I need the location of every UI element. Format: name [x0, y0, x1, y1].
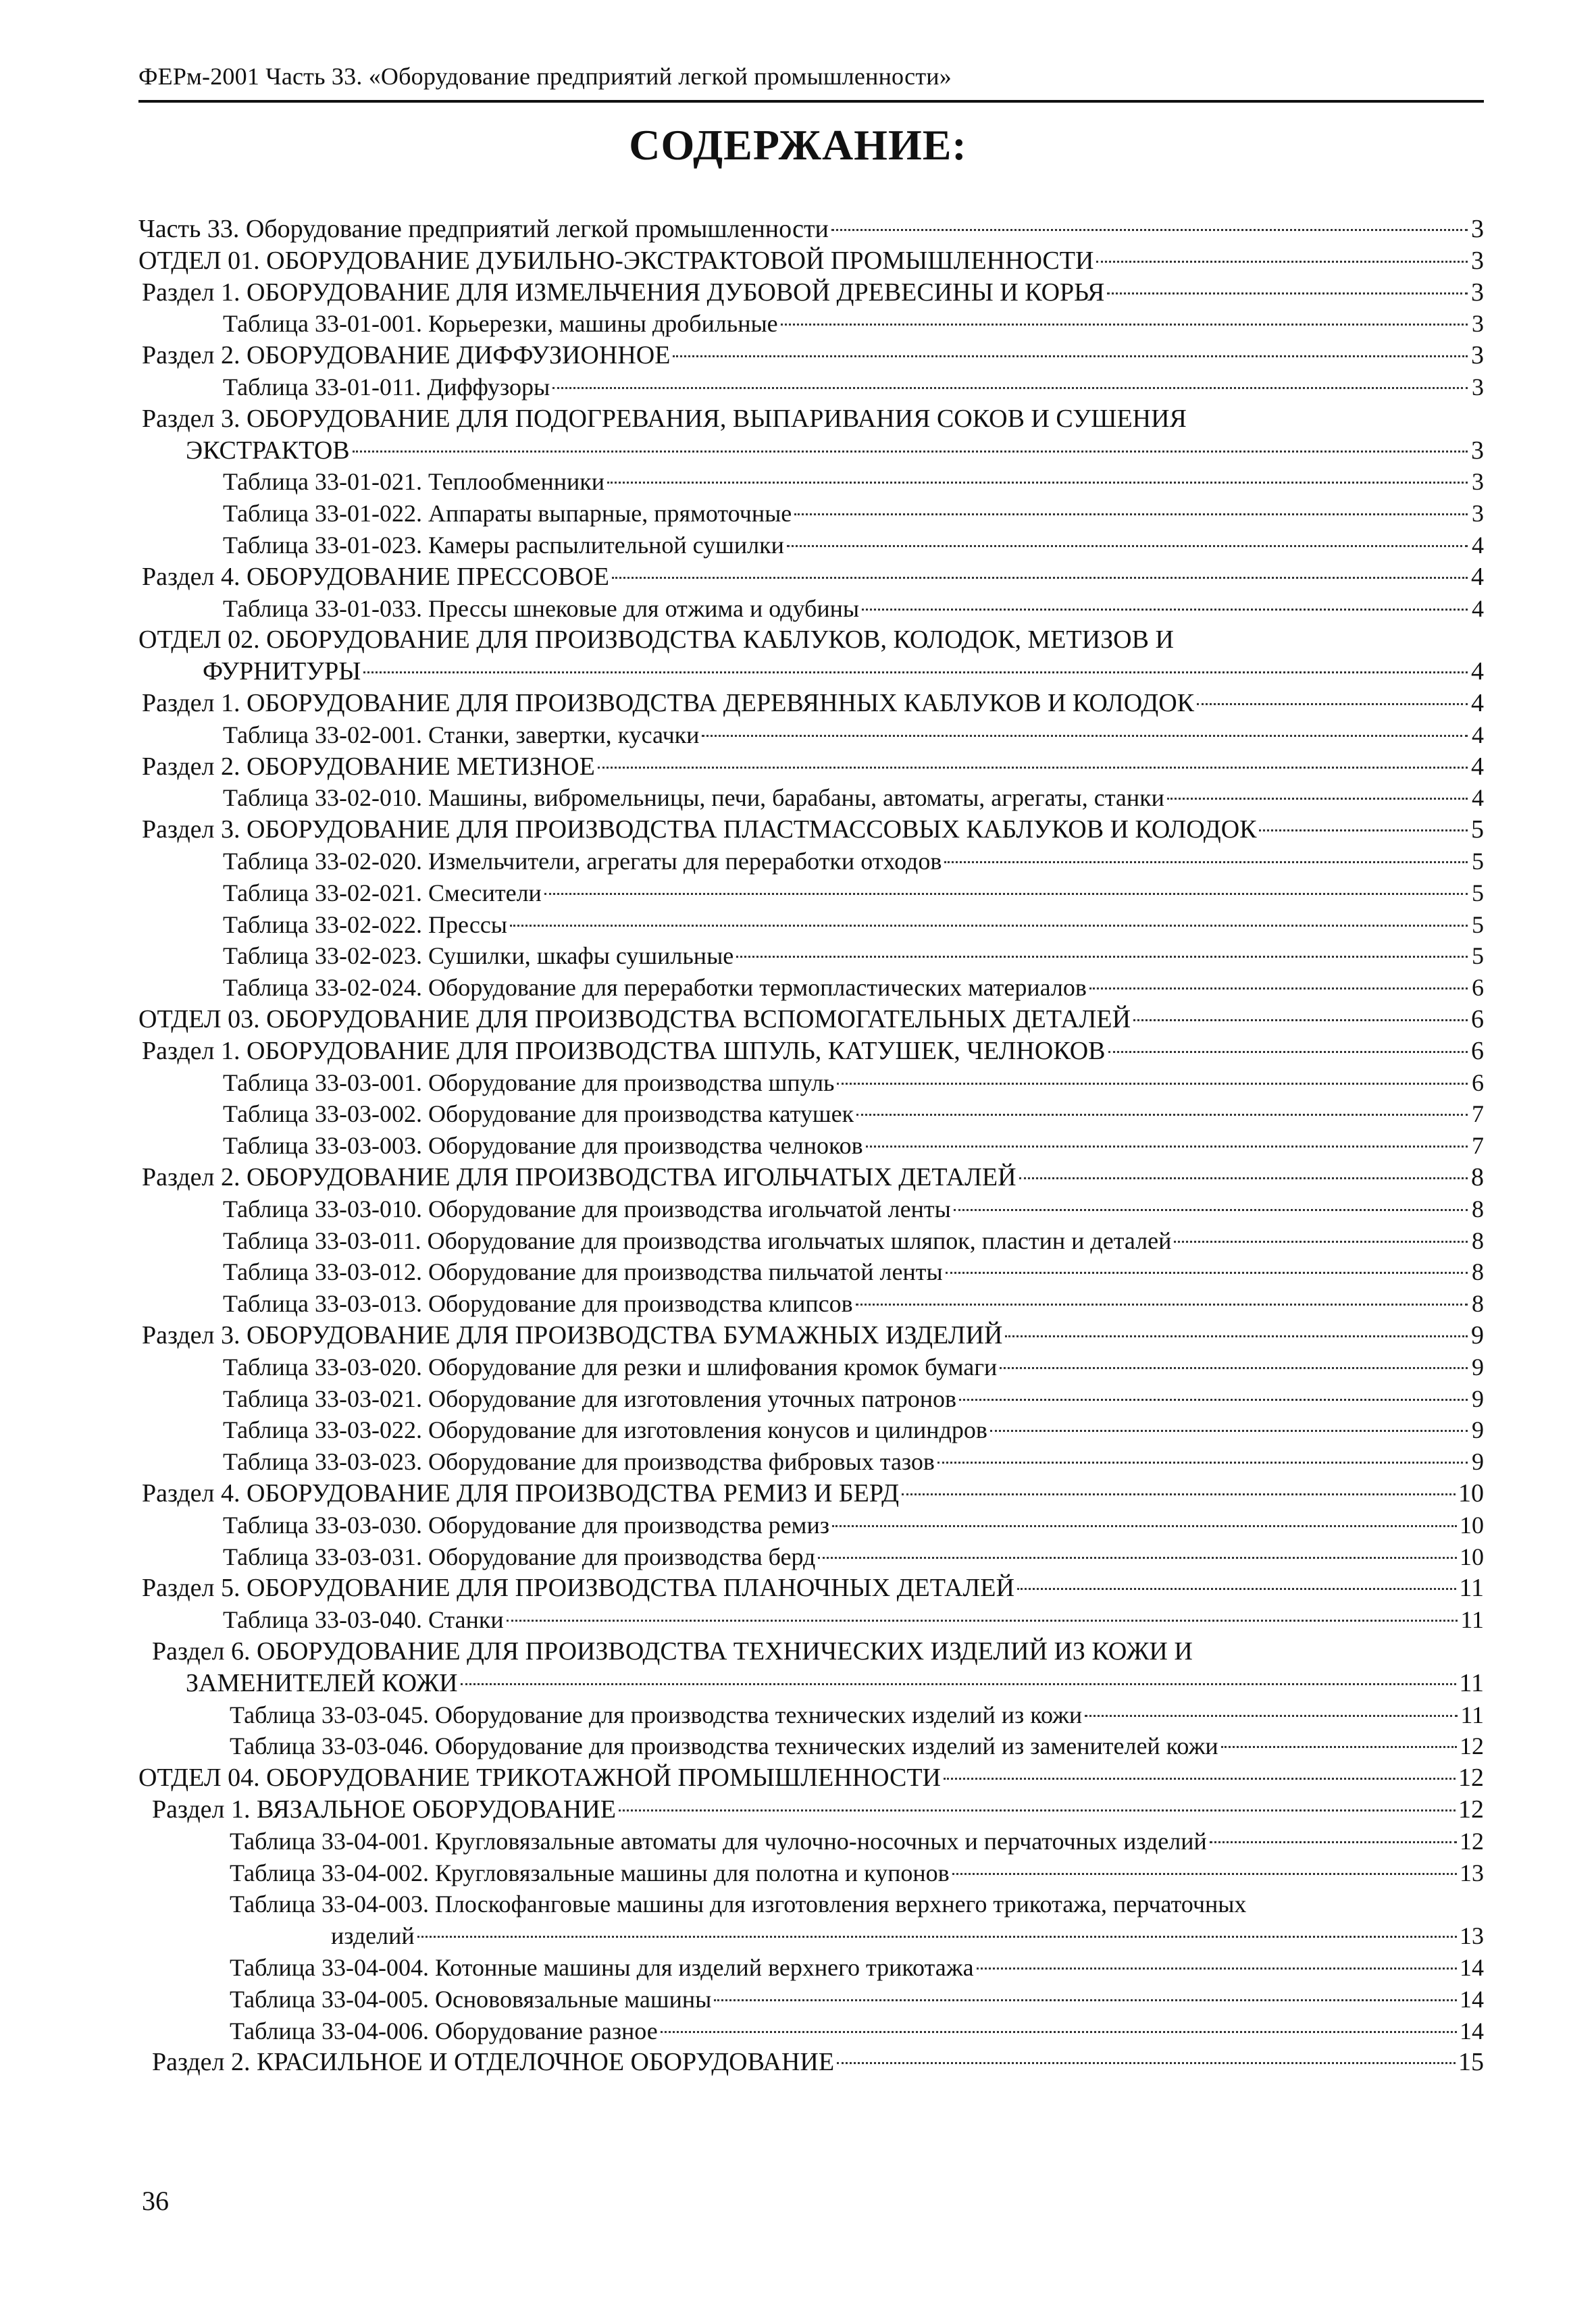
- dot-leader: [1174, 1241, 1468, 1243]
- toc-page-number: 7: [1472, 1132, 1484, 1160]
- toc-entry-text: Таблица 33-04-002. Кругловязальные машины для полотна и купонов: [230, 1859, 950, 1886]
- toc-page-number: 5: [1472, 942, 1484, 970]
- toc-page-number: 6: [1472, 974, 1484, 1002]
- toc-page-number: 11: [1459, 1574, 1484, 1603]
- dot-leader: [507, 1620, 1458, 1622]
- toc-entry[interactable]: [223, 1352, 1484, 1383]
- toc-entry-text: Таблица 33-03-046. Оборудование для производства технических изделий из заменителей кожи: [230, 1732, 1218, 1760]
- toc-entry-text: Таблица 33-03-030. Оборудование для производства ремиз: [223, 1511, 829, 1539]
- toc-page-number: 4: [1472, 594, 1484, 622]
- toc-page-number: 14: [1460, 1985, 1484, 2013]
- toc-entry-text: изделий: [331, 1922, 415, 1950]
- dot-leader: [1259, 829, 1468, 831]
- toc-page-number: 6: [1471, 1005, 1484, 1033]
- toc-entry-text: Раздел 1. ОБОРУДОВАНИЕ ДЛЯ ИЗМЕЛЬЧЕНИЯ ДУБОВОЙ ДРЕВЕСИНЫ И КОРЬЯ: [142, 278, 1105, 307]
- toc-entry-text: Раздел 2. ОБОРУДОВАНИЕ ДИФФУЗИОННОЕ: [142, 341, 671, 370]
- toc-entry[interactable]: [186, 435, 1484, 466]
- dot-leader: [856, 1114, 1468, 1116]
- dot-leader: [1197, 703, 1468, 705]
- dot-leader: [1017, 1588, 1456, 1590]
- toc-page-number: 3: [1471, 341, 1484, 370]
- dot-leader: [673, 355, 1468, 357]
- toc-entry[interactable]: [223, 909, 1484, 940]
- toc-page-number: 13: [1460, 1922, 1484, 1950]
- toc-entry[interactable]: [142, 1035, 1484, 1066]
- toc-entry-text: Таблица 33-03-012. Оборудование для производства пильчатой ленты: [223, 1258, 943, 1286]
- toc-entry[interactable]: [223, 782, 1484, 813]
- toc-page-number: 3: [1471, 246, 1484, 275]
- toc-entry-text: ЭКСТРАКТОВ: [186, 436, 350, 465]
- toc-page-number: 12: [1460, 1827, 1484, 1855]
- toc-page-number: 5: [1472, 848, 1484, 875]
- toc-page-number: 9: [1472, 1385, 1484, 1412]
- dot-leader: [1167, 798, 1468, 800]
- toc-entry[interactable]: [230, 2015, 1484, 2047]
- dot-leader: [954, 1209, 1468, 1211]
- toc-page-number: 5: [1471, 815, 1484, 844]
- dot-leader: [831, 229, 1468, 231]
- toc-page-number: 8: [1471, 1163, 1484, 1191]
- toc-entry-text: Таблица 33-04-006. Оборудование разное: [230, 2017, 658, 2045]
- dot-leader: [837, 1083, 1468, 1085]
- toc-page-number: 6: [1471, 1036, 1484, 1065]
- toc-entry[interactable]: [142, 751, 1484, 782]
- toc-entry-text: Таблица 33-03-023. Оборудование для производства фибровых тазов: [223, 1448, 935, 1476]
- toc-entry-text: Таблица 33-03-020. Оборудование для резки и шлифования кромок бумаги: [223, 1353, 998, 1381]
- toc-entry-text: Таблица 33-04-003. Плоскофанговые машины для изготовления верхнего трикотажа, перчаточных: [230, 1891, 1247, 1918]
- toc-entry-text: ОТДЕЛ 03. ОБОРУДОВАНИЕ ДЛЯ ПРОИЗВОДСТВА ВСПОМОГАТЕЛЬНЫХ ДЕТАЛЕЙ: [138, 1005, 1131, 1033]
- toc-entry[interactable]: [142, 814, 1484, 845]
- toc-page-number: 11: [1460, 1701, 1484, 1728]
- dot-leader: [510, 925, 1468, 927]
- dot-leader: [1089, 987, 1468, 989]
- toc-entry-text: Таблица 33-04-001. Кругловязальные автоматы для чулочно-носочных и перчаточных изделий: [230, 1827, 1207, 1855]
- toc-entry-text: Таблица 33-01-023. Камеры распылительной сушилки: [223, 532, 784, 559]
- toc-entry[interactable]: [138, 1762, 1484, 1793]
- toc-entry-text: Раздел 3. ОБОРУДОВАНИЕ ДЛЯ ПРОИЗВОДСТВА ПЛАСТМАССОВЫХ КАБЛУКОВ И КОЛОДОК: [142, 815, 1257, 844]
- toc-page-number: 8: [1472, 1290, 1484, 1318]
- toc-entry-text: Таблица 33-03-022. Оборудование для изготовления конусов и цилиндров: [223, 1416, 987, 1444]
- toc-entry[interactable]: [142, 1162, 1484, 1193]
- dot-leader: [781, 324, 1468, 326]
- toc-entry-text: Таблица 33-03-021. Оборудование для изготовления уточных патронов: [223, 1385, 957, 1412]
- dot-leader: [417, 1936, 1457, 1938]
- toc-page-number: 4: [1471, 562, 1484, 591]
- toc-entry[interactable]: [230, 1952, 1484, 1983]
- dot-leader: [363, 671, 1468, 673]
- dot-leader: [937, 1462, 1468, 1464]
- dot-leader: [619, 1809, 1456, 1811]
- toc-page-number: 3: [1471, 215, 1484, 243]
- toc-entry[interactable]: [152, 1794, 1484, 1825]
- toc-page-number: 9: [1472, 1416, 1484, 1444]
- dot-leader: [1096, 261, 1468, 263]
- toc-entry[interactable]: [152, 2047, 1484, 2078]
- toc-title: СОДЕРЖАНИЕ:: [629, 121, 967, 169]
- toc-page-number: 9: [1472, 1353, 1484, 1381]
- toc-page-number: 4: [1471, 752, 1484, 781]
- toc-entry-text: Раздел 1. ОБОРУДОВАНИЕ ДЛЯ ПРОИЗВОДСТВА ШПУЛЬ, КАТУШЕК, ЧЕЛНОКОВ: [142, 1036, 1106, 1065]
- toc-entry[interactable]: [223, 308, 1484, 339]
- toc-page-number: 9: [1472, 1448, 1484, 1476]
- toc-page-number: 3: [1472, 500, 1484, 528]
- toc-entry[interactable]: [223, 846, 1484, 877]
- toc-entry-text: Часть 33. Оборудование предприятий легкой промышленности: [138, 215, 829, 243]
- dot-leader: [794, 513, 1468, 515]
- toc-page-number: 14: [1460, 2017, 1484, 2045]
- toc-entry-text: Таблица 33-02-021. Смесители: [223, 879, 542, 906]
- dot-leader: [714, 1999, 1457, 2001]
- toc-entry[interactable]: [223, 1288, 1484, 1319]
- toc-entry-text: Таблица 33-03-003. Оборудование для производства челноков: [223, 1132, 863, 1160]
- toc-entry-text: ОТДЕЛ 01. ОБОРУДОВАНИЕ ДУБИЛЬНО-ЭКСТРАКТОВОЙ ПРОМЫШЛЕННОСТИ: [138, 246, 1094, 275]
- toc-entry-text: Раздел 4. ОБОРУДОВАНИЕ ПРЕССОВОЕ: [142, 562, 609, 591]
- toc-entry[interactable]: [223, 1256, 1484, 1287]
- dot-leader: [902, 1493, 1456, 1495]
- toc-page-number: 5: [1472, 879, 1484, 906]
- toc-entry[interactable]: [223, 371, 1484, 403]
- dot-leader: [1133, 1019, 1468, 1021]
- toc-entry[interactable]: [138, 213, 1484, 245]
- toc-entry[interactable]: [223, 466, 1484, 497]
- toc-page-number: 4: [1471, 689, 1484, 717]
- toc-entry[interactable]: [142, 1478, 1484, 1509]
- dot-leader: [702, 735, 1468, 737]
- toc-page-number: 8: [1472, 1195, 1484, 1223]
- toc-page-number: 10: [1460, 1543, 1484, 1570]
- toc-page-number: 12: [1458, 1795, 1484, 1824]
- toc-entry[interactable]: [223, 1067, 1484, 1098]
- toc-entry[interactable]: [142, 561, 1484, 592]
- toc-entry[interactable]: [142, 1572, 1484, 1603]
- toc-entry[interactable]: [223, 1510, 1484, 1541]
- toc-entry-text: Раздел 4. ОБОРУДОВАНИЕ ДЛЯ ПРОИЗВОДСТВА РЕМИЗ И БЕРД: [142, 1479, 900, 1508]
- dot-leader: [1108, 1051, 1468, 1053]
- toc-page-number: 8: [1472, 1227, 1484, 1254]
- dot-leader: [607, 482, 1468, 484]
- dot-leader: [952, 1873, 1457, 1875]
- dot-leader: [1107, 292, 1468, 294]
- toc-entry-text: Раздел 5. ОБОРУДОВАНИЕ ДЛЯ ПРОИЗВОДСТВА ПЛАНОЧНЫХ ДЕТАЛЕЙ: [142, 1574, 1014, 1603]
- dot-leader: [552, 387, 1468, 389]
- dot-leader: [944, 1778, 1456, 1780]
- toc-page-number: 10: [1460, 1511, 1484, 1539]
- toc-entry[interactable]: [223, 940, 1484, 971]
- toc-entry-text: Таблица 33-02-020. Измельчители, агрегаты для переработки отходов: [223, 848, 942, 875]
- toc-entry-text: Таблица 33-02-001. Станки, завертки, кусачки: [223, 721, 700, 748]
- toc-page-number: 13: [1460, 1859, 1484, 1886]
- toc-page-number: 4: [1472, 532, 1484, 559]
- dot-leader: [818, 1557, 1457, 1559]
- toc-page-number: 4: [1471, 657, 1484, 686]
- toc-entry[interactable]: [186, 1668, 1484, 1699]
- toc-page-number: 11: [1459, 1668, 1484, 1697]
- toc-entry-text: Таблица 33-02-022. Прессы: [223, 910, 507, 938]
- toc-entry-text: Таблица 33-03-031. Оборудование для производства берд: [223, 1543, 816, 1570]
- dot-leader: [787, 545, 1468, 547]
- toc-entry[interactable]: [230, 1730, 1484, 1762]
- toc-entry[interactable]: [142, 340, 1484, 371]
- toc-entry[interactable]: [223, 1383, 1484, 1414]
- dot-leader: [1085, 1715, 1458, 1717]
- dot-leader: [544, 893, 1468, 895]
- toc-entry-text: Таблица 33-01-011. Диффузоры: [223, 374, 550, 401]
- toc-entry-text: Раздел 2. ОБОРУДОВАНИЕ МЕТИЗНОЕ: [142, 752, 595, 781]
- dot-leader: [959, 1399, 1468, 1401]
- toc-entry-text: Таблица 33-03-010. Оборудование для производства игольчатой ленты: [223, 1195, 951, 1223]
- toc-entry-text: Таблица 33-01-001. Корьерезки, машины дробильные: [223, 310, 778, 338]
- toc-entry-text: Раздел 1. ВЯЗАЛЬНОЕ ОБОРУДОВАНИЕ: [152, 1795, 617, 1824]
- toc-page-number: 4: [1472, 721, 1484, 748]
- dot-leader: [736, 956, 1468, 958]
- dot-leader: [1019, 1177, 1468, 1179]
- toc-entry[interactable]: [223, 593, 1484, 624]
- toc-entry[interactable]: [331, 1920, 1484, 1951]
- toc-entry[interactable]: [138, 245, 1484, 276]
- dot-leader: [837, 2062, 1456, 2064]
- toc-entry[interactable]: [142, 277, 1484, 308]
- dot-leader: [866, 1146, 1468, 1148]
- toc-entry-text: Таблица 33-02-023. Сушилки, шкафы сушильные: [223, 942, 734, 970]
- toc-page-number: 3: [1471, 278, 1484, 307]
- page-number: 36: [142, 2186, 169, 2216]
- toc-entry[interactable]: [223, 1193, 1484, 1225]
- toc-entry[interactable]: [223, 1604, 1484, 1635]
- toc-page-number: 15: [1458, 2048, 1484, 2077]
- toc-entry-text: Таблица 33-01-022. Аппараты выпарные, прямоточные: [223, 500, 792, 528]
- toc-entry[interactable]: [230, 1857, 1484, 1888]
- toc-entry-text: Таблица 33-03-002. Оборудование для производства катушек: [223, 1100, 854, 1128]
- toc-page-number: 3: [1471, 436, 1484, 465]
- dot-leader: [598, 767, 1468, 769]
- toc-entry-text: Раздел 2. ОБОРУДОВАНИЕ ДЛЯ ПРОИЗВОДСТВА ИГОЛЬЧАТЫХ ДЕТАЛЕЙ: [142, 1163, 1016, 1191]
- toc-entry-text: ОТДЕЛ 02. ОБОРУДОВАНИЕ ДЛЯ ПРОИЗВОДСТВА КАБЛУКОВ, КОЛОДОК, МЕТИЗОВ И: [138, 625, 1174, 654]
- toc-page-number: 10: [1458, 1479, 1484, 1508]
- toc-entry[interactable]: [223, 1446, 1484, 1477]
- toc-entry[interactable]: [223, 972, 1484, 1003]
- toc-entry-text: Таблица 33-03-040. Станки: [223, 1606, 504, 1634]
- toc-entry-text: Таблица 33-02-024. Оборудование для переработки термопластических материалов: [223, 974, 1087, 1002]
- toc-entry-text: Таблица 33-04-004. Котонные машины для изделий верхнего трикотажа: [230, 1954, 974, 1981]
- toc-entry-text: Раздел 3. ОБОРУДОВАНИЕ ДЛЯ ПРОИЗВОДСТВА БУМАЖНЫХ ИЗДЕЛИЙ: [142, 1321, 1003, 1349]
- toc-entry[interactable]: [223, 1098, 1484, 1129]
- dot-leader: [946, 1272, 1468, 1274]
- dot-leader: [856, 1304, 1468, 1306]
- toc-entry[interactable]: [223, 1130, 1484, 1161]
- toc-page-number: 6: [1472, 1069, 1484, 1096]
- toc-page-number: 3: [1472, 310, 1484, 338]
- toc-entry-text: Таблица 33-03-045. Оборудование для производства технических изделий из кожи: [230, 1701, 1083, 1728]
- toc-page-number: 4: [1472, 784, 1484, 812]
- toc-entry-text: ФУРНИТУРЫ: [203, 657, 361, 686]
- toc-entry-text: Таблица 33-03-013. Оборудование для производства клипсов: [223, 1290, 853, 1318]
- dot-leader: [353, 451, 1468, 453]
- toc-entry[interactable]: [223, 1414, 1484, 1445]
- dot-leader: [832, 1525, 1457, 1527]
- toc-entry-text: Таблица 33-03-011. Оборудование для производства игольчатых шляпок, пластин и деталей: [223, 1227, 1172, 1254]
- toc-entry-text: Таблица 33-04-005. Основовязальные машины: [230, 1985, 712, 2013]
- dot-leader: [612, 577, 1468, 579]
- dot-leader: [990, 1430, 1468, 1432]
- dot-leader: [944, 861, 1468, 863]
- toc-entry[interactable]: [203, 656, 1484, 687]
- toc-entry[interactable]: [142, 1320, 1484, 1351]
- toc-entry[interactable]: [230, 1699, 1484, 1730]
- toc-entry[interactable]: [142, 688, 1484, 719]
- toc-page-number: 5: [1472, 910, 1484, 938]
- toc-entry-text: Раздел 3. ОБОРУДОВАНИЕ ДЛЯ ПОДОГРЕВАНИЯ, ВЫПАРИВАНИЯ СОКОВ И СУШЕНИЯ: [142, 404, 1187, 433]
- toc-page-number: 3: [1472, 374, 1484, 401]
- dot-leader: [661, 2031, 1457, 2033]
- toc-entry-text: Раздел 2. КРАСИЛЬНОЕ И ОТДЕЛОЧНОЕ ОБОРУДОВАНИЕ: [152, 2048, 835, 2077]
- dot-leader: [1005, 1335, 1468, 1337]
- dot-leader: [1000, 1367, 1468, 1369]
- toc-page-number: 11: [1460, 1606, 1484, 1634]
- toc-entry-text: ОТДЕЛ 04. ОБОРУДОВАНИЕ ТРИКОТАЖНОЙ ПРОМЫШЛЕННОСТИ: [138, 1764, 942, 1793]
- toc-entry-text: Раздел 1. ОБОРУДОВАНИЕ ДЛЯ ПРОИЗВОДСТВА ДЕРЕВЯННЫХ КАБЛУКОВ И КОЛОДОК: [142, 689, 1194, 717]
- toc-page-number: 9: [1471, 1321, 1484, 1349]
- dot-leader: [1210, 1841, 1457, 1843]
- toc-page-number: 12: [1458, 1764, 1484, 1793]
- toc-entry-text: Таблица 33-01-021. Теплообменники: [223, 468, 605, 496]
- toc-entry[interactable]: [223, 1225, 1484, 1256]
- toc-entry[interactable]: [230, 1984, 1484, 2015]
- toc-page-number: 8: [1472, 1258, 1484, 1286]
- dot-leader: [461, 1683, 1457, 1685]
- toc-entry-text: ЗАМЕНИТЕЛЕЙ КОЖИ: [186, 1668, 458, 1697]
- toc-entry[interactable]: [223, 877, 1484, 908]
- toc-entry[interactable]: [230, 1826, 1484, 1857]
- dot-leader: [862, 609, 1468, 611]
- toc-page-number: 3: [1472, 468, 1484, 496]
- toc-entry[interactable]: [138, 1004, 1484, 1035]
- toc-entry-text: Таблица 33-02-010. Машины, вибромельницы, печи, барабаны, автоматы, агрегаты, станки: [223, 784, 1164, 812]
- toc-entry[interactable]: [223, 1541, 1484, 1572]
- dot-leader: [977, 1968, 1457, 1970]
- toc-page-number: 12: [1460, 1732, 1484, 1760]
- toc-entry-text: Раздел 6. ОБОРУДОВАНИЕ ДЛЯ ПРОИЗВОДСТВА ТЕХНИЧЕСКИХ ИЗДЕЛИЙ ИЗ КОЖИ И: [152, 1637, 1193, 1666]
- toc-page-number: 7: [1472, 1100, 1484, 1128]
- toc-entry-text: Таблица 33-03-001. Оборудование для производства шпуль: [223, 1069, 835, 1096]
- toc-entry[interactable]: [223, 530, 1484, 561]
- toc-page-number: 14: [1460, 1954, 1484, 1981]
- dot-leader: [1221, 1746, 1457, 1748]
- running-header: ФЕРм-2001 Часть 33. «Оборудование предприятий легкой промышленности»: [138, 63, 952, 90]
- toc-entry[interactable]: [223, 498, 1484, 529]
- toc-entry-text: Таблица 33-01-033. Прессы шнековые для отжима и одубины: [223, 594, 860, 622]
- toc-entry[interactable]: [223, 719, 1484, 750]
